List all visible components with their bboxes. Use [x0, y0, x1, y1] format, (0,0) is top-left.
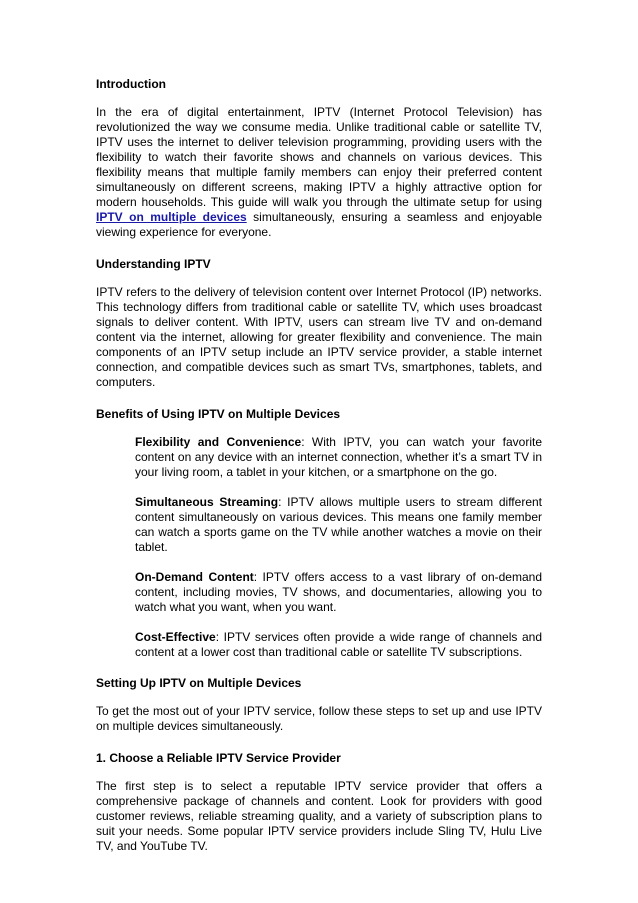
benefit-text: : IPTV services often provide a wide range of channels and content at a lower cost than traditional cable or satellite TV subscriptions.	[135, 630, 542, 659]
section-heading-step-1: 1. Choose a Reliable IPTV Service Provider	[96, 751, 341, 765]
section-heading-setup: Setting Up IPTV on Multiple Devices	[96, 676, 302, 690]
section-heading-benefits: Benefits of Using IPTV on Multiple Devices	[96, 407, 341, 421]
benefit-term: Flexibility and Convenience	[135, 435, 302, 449]
benefits-list	[96, 435, 542, 660]
intro-text-before-link: In the era of digital entertainment, IPTV (Internet Protocol Television) has revolutionized the way we consume media. Unlike traditional cable or satellite TV, IPTV uses the internet to deliver television programming, providing users with the flexibility to watch their favorite shows and channels on various devices. This flexibility means that multiple family members can enjoy their preferred content simultaneously on different screens, making IPTV a highly attractive option for modern households. This guide will walk you through the ultimate setup for using	[96, 105, 542, 209]
benefit-item	[135, 630, 542, 660]
intro-paragraph	[96, 105, 542, 240]
benefit-item	[135, 570, 542, 615]
benefit-term: Cost-Effective	[135, 630, 216, 644]
benefit-item	[135, 495, 542, 555]
benefit-term: On-Demand Content	[135, 570, 254, 584]
benefit-term: Simultaneous Streaming	[135, 495, 279, 509]
benefit-item	[135, 435, 542, 480]
intro-text-after-link: simultaneously, ensuring a seamless and enjoyable viewing experience for everyone.	[96, 210, 542, 239]
section-heading-understanding: Understanding IPTV	[96, 257, 211, 271]
iptv-multiple-devices-link[interactable]: IPTV on multiple devices	[96, 210, 247, 224]
section-heading-introduction: Introduction	[96, 77, 166, 91]
setup-paragraph: To get the most out of your IPTV service, follow these steps to set up and use IPTV on multiple devices simultaneously.	[96, 704, 542, 733]
step-1-paragraph: The first step is to select a reputable IPTV service provider that offers a comprehensive package of channels and content. Look for providers with good customer reviews, reliable streaming quality, and a variety of subscription plans to suit your needs. Some popular IPTV service providers include Sling TV, Hulu Live TV, and YouTube TV.	[96, 779, 542, 853]
benefit-text: : With IPTV, you can watch your favorite content on any device with an internet connection, whether it’s a smart TV in your living room, a tablet in your kitchen, or a smartphone on the go.	[135, 435, 542, 479]
benefit-text: : IPTV offers access to a vast library of on-demand content, including movies, TV shows, and documentaries, allowing you to watch what you want, when you want.	[135, 570, 542, 614]
benefit-text: : IPTV allows multiple users to stream different content simultaneously on various devices. This means one family member can watch a sports game on the TV while another watches a movie on their tablet.	[135, 495, 542, 554]
understanding-paragraph: IPTV refers to the delivery of television content over Internet Protocol (IP) networks. This technology differs from traditional cable or satellite TV, which uses broadcast signals to deliver content. With IPTV, users can stream live TV and on-demand content via the internet, allowing for greater flexibility and convenience. The main components of an IPTV setup include an IPTV service provider, a stable internet connection, and compatible devices such as smart TVs, smartphones, tablets, and computers.	[96, 285, 542, 389]
